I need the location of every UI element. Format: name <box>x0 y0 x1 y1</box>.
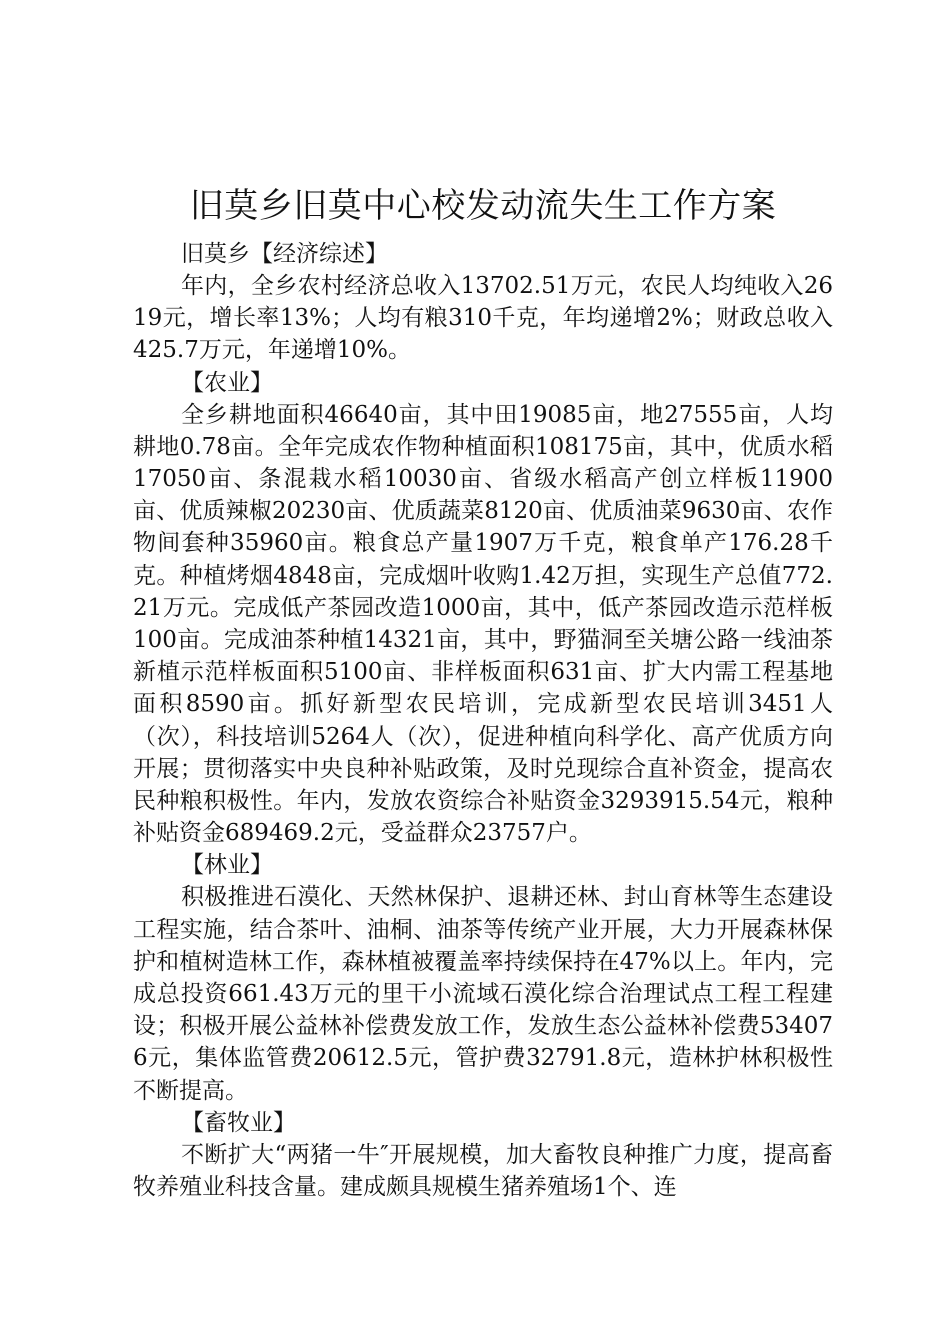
section-text-forestry: 积极推进石漠化、天然林保护、退耕还林、封山育林等生态建设工程实施，结合茶叶、油桐、油茶等传统产业开展，大力开展森林保护和植树造林工作，森林植被覆盖率持续保持在47%以上。年内，完成总投资661.43万元的里干小流域石漠化综合治理试点工程工程建设；积极开展公益林补偿费发放工作，发放生态公益林补偿费534076元，集体监管费20612.5元，管护费32791.8元，造林护林积极性不断提高。 <box>133 884 833 1104</box>
section-text-livestock: 不断扩大“两猪一牛″开展规模，加大畜牧良种推广力度，提高畜牧养殖业科技含量。建成颇具规模生猪养殖场1个、连 <box>133 1141 833 1201</box>
section-heading-forestry: 【林业】 <box>181 852 273 879</box>
section-heading-agriculture: 【农业】 <box>181 369 273 396</box>
section-text-economy: 年内，全乡农村经济总收入13702.51万元，农民人均纯收入2619元，增长率13%；人均有粮310千克，年均递增2%；财政总收入425.7万元，年递增10%。 <box>133 273 833 364</box>
document-page <box>133 182 833 1203</box>
document-title: 旧莫乡旧莫中心校发动流失生工作方案 <box>189 186 777 226</box>
section-heading-livestock: 【畜牧业】 <box>181 1109 296 1136</box>
section-agriculture <box>133 367 833 850</box>
section-economy <box>133 238 833 367</box>
section-forestry <box>133 849 833 1106</box>
section-livestock <box>133 1107 833 1203</box>
section-heading-economy: 旧莫乡【经济综述】 <box>181 241 388 267</box>
section-text-agriculture: 全乡耕地面积46640亩，其中田19085亩，地27555亩，人均耕地0.78亩。全年完成农作物种植面积108175亩，其中，优质水稻17050亩、条混栽水稻10030亩、省级水稻高产创立样板11900亩、优质辣椒20230亩、优质蔬菜8120亩、优质油菜9630亩、农作物间套种35960亩。粮食总产量1907万千克，粮食单产176.28千克。种植烤烟4848亩，完成烟叶收购1.42万担，实现生产总值772.21万元。完成低产茶园改造1000亩，其中，低产茶园改造示范样板100亩。完成油茶种植14321亩，其中，野猫洞至关塘公路一线油茶新植示范样板面积5100亩、非样板面积631亩、扩大内需工程基地面积8590亩。抓好新型农民培训，完成新型农民培训3451人（次），科技培训5264人（次），促进种植向科学化、高产优质方向开展；贯彻落实中央良种补贴政策，及时兑现综合直补资金，提高农民种粮积极性。年内，发放农资综合补贴资金3293915.54元，粮种补贴资金689469.2元，受益群众23757户。 <box>133 401 833 847</box>
